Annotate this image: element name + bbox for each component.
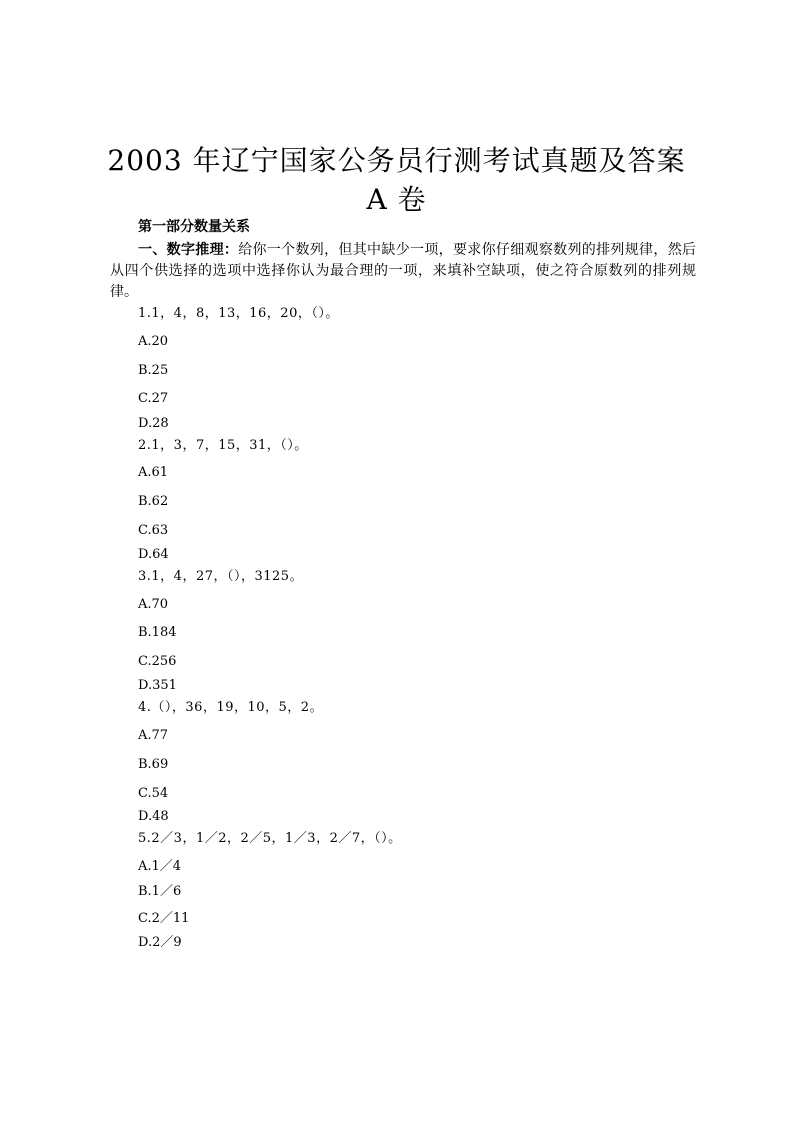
- option: B.184: [138, 625, 177, 640]
- option: C.54: [138, 786, 169, 801]
- document-title: 2003 年辽宁国家公务员行测考试真题及答案: [107, 144, 686, 177]
- option: D.28: [138, 416, 169, 431]
- option: C.256: [138, 654, 177, 669]
- question-stem: 2.1，3，7，15，31，（）。: [138, 438, 308, 453]
- option: C.2／11: [138, 911, 190, 926]
- option: C.27: [138, 391, 169, 406]
- question-stem: 4.（），36，19，10，5，2。: [138, 700, 324, 715]
- section-intro: [110, 240, 696, 303]
- part-heading: 第一部分数量关系: [138, 219, 250, 235]
- option: D.2／9: [138, 935, 182, 950]
- option: A.70: [138, 597, 169, 612]
- option: C.63: [138, 523, 169, 538]
- option: D.64: [138, 547, 169, 562]
- question-stem: 5.2／3，1／2，2／5，1／3，2／7，（）。: [138, 831, 402, 846]
- option: A.77: [138, 728, 169, 743]
- option: B.1／6: [138, 884, 182, 899]
- intro-text: 给你一个数列，但其中缺少一项，要求你仔细观察数列的排列规律，然后从四个供选择的选项中选择你认为最合理的一项，来填补空缺项，使之符合原数列的排列规律。: [110, 242, 697, 300]
- option: B.62: [138, 494, 169, 509]
- intro-lead: 一、数字推理：: [138, 242, 239, 258]
- option: A.1／4: [138, 859, 182, 874]
- question-stem: 3.1，4，27，（），3125。: [138, 569, 304, 584]
- option: B.25: [138, 363, 169, 378]
- option: B.69: [138, 757, 169, 772]
- question-stem: 1.1，4，8，13，16，20，（）。: [138, 306, 339, 321]
- option: D.48: [138, 809, 169, 824]
- option: A.61: [138, 465, 169, 480]
- option: A.20: [138, 334, 169, 349]
- document-subtitle: A 卷: [366, 183, 427, 216]
- option: D.351: [138, 678, 177, 693]
